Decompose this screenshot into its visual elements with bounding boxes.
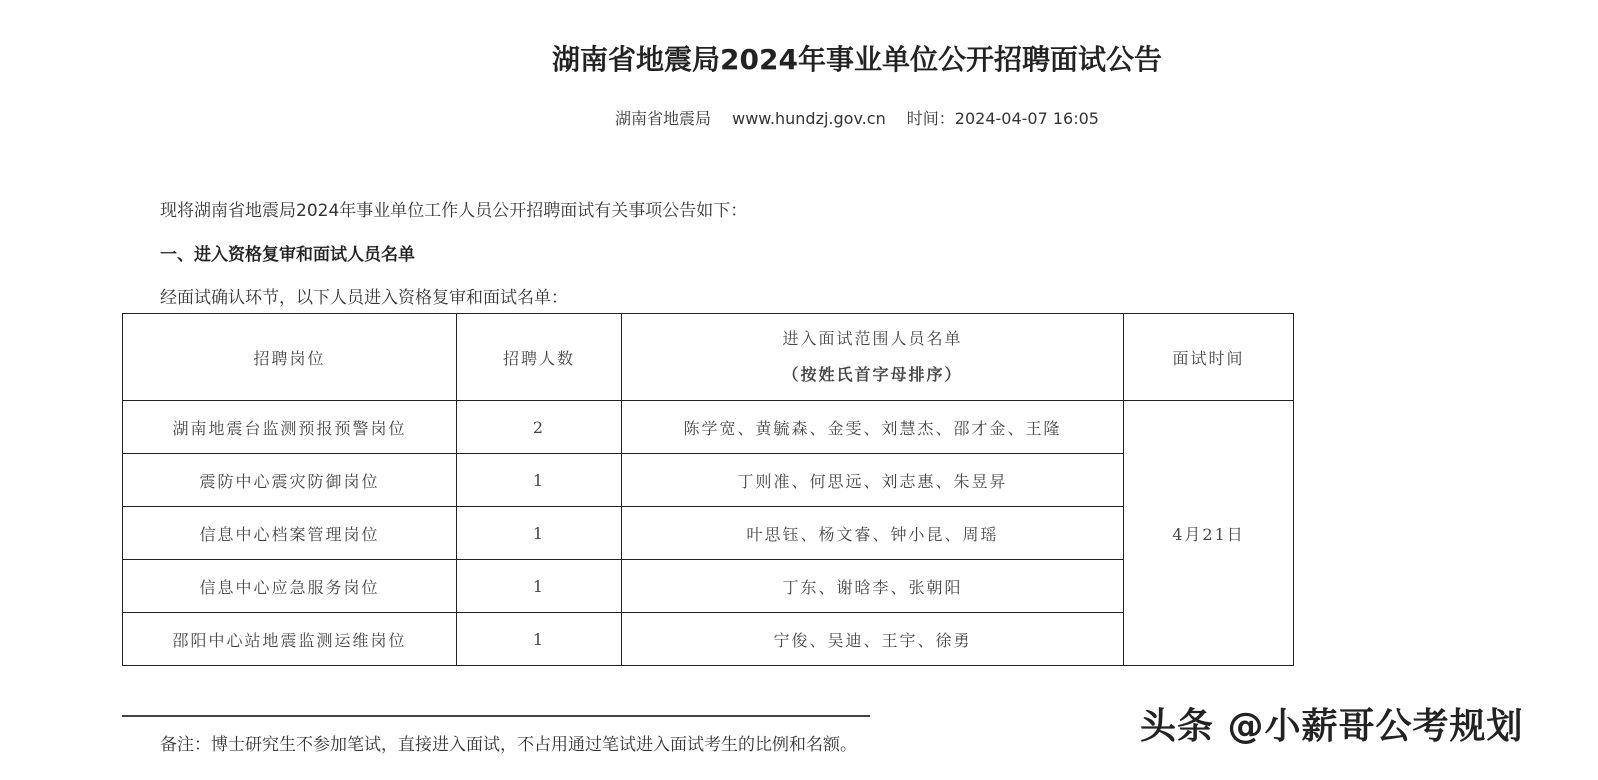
table-row [123, 454, 1294, 507]
section-heading: 一、进入资格复审和面试人员名单 [160, 245, 415, 265]
cell-count: 1 [457, 454, 622, 507]
header-time: 面试时间 [1124, 314, 1294, 401]
watermark: 头条 @小薪哥公考规划 [1140, 706, 1524, 747]
header-count: 招聘人数 [457, 314, 622, 401]
interview-table [122, 313, 1294, 666]
cell-names: 叶思钰、杨文睿、钟小昆、周瑶 [622, 507, 1124, 560]
cell-names: 陈学宽、黄毓森、金雯、刘慧杰、邵才金、王隆 [622, 401, 1124, 454]
cell-names: 宁俊、吴迪、王宇、徐勇 [622, 613, 1124, 666]
cell-count: 1 [457, 507, 622, 560]
source-url[interactable]: www.hundzj.gov.cn [732, 109, 886, 128]
intro-paragraph: 现将湖南省地震局2024年事业单位工作人员公开招聘面试有关事项公告如下： [160, 201, 748, 221]
publish-time: 时间：2024-04-07 16:05 [906, 109, 1099, 128]
cell-names: 丁东、谢晗李、张朝阳 [622, 560, 1124, 613]
cell-position: 邵阳中心站地震监测运维岗位 [123, 613, 457, 666]
header-names [622, 314, 1124, 401]
table-header-row [123, 314, 1294, 401]
cell-position: 信息中心应急服务岗位 [123, 560, 457, 613]
page-title: 湖南省地震局2024年事业单位公开招聘面试公告 [552, 43, 1162, 76]
article-meta [0, 106, 1598, 129]
cell-interview-date: 4月21日 [1124, 401, 1294, 666]
cell-count: 1 [457, 613, 622, 666]
cell-count: 1 [457, 560, 622, 613]
cell-names: 丁则准、何思远、刘志惠、朱昱昇 [622, 454, 1124, 507]
header-names-sub: （按姓氏首字母排序） [782, 365, 963, 384]
header-position: 招聘岗位 [123, 314, 457, 401]
table-row [123, 401, 1294, 454]
cell-position: 信息中心档案管理岗位 [123, 507, 457, 560]
section-text: 经面试确认环节，以下人员进入资格复审和面试名单： [160, 288, 568, 308]
footnote-divider [122, 715, 870, 717]
cell-position: 震防中心震灾防御岗位 [123, 454, 457, 507]
header-names-label: 进入面试范围人员名单 [782, 329, 963, 348]
cell-count: 2 [457, 401, 622, 454]
footnote: 备注：博士研究生不参加笔试，直接进入面试，不占用通过笔试进入面试考生的比例和名额。 [160, 735, 857, 755]
table-row [123, 613, 1294, 666]
cell-position: 湖南地震台监测预报预警岗位 [123, 401, 457, 454]
source: 湖南省地震局 [615, 109, 712, 128]
table-row [123, 560, 1294, 613]
table-row [123, 507, 1294, 560]
